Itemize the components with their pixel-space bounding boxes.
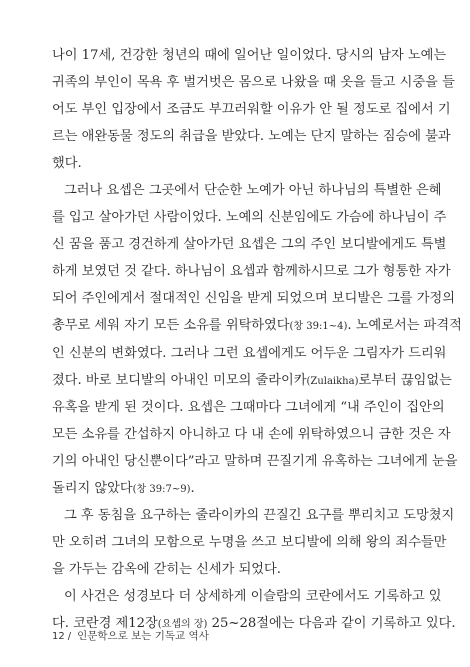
footer-separator: / [67, 631, 72, 642]
line-text: 다. 코란경 제12장 [52, 615, 158, 631]
text-line: 그 후 동침을 요구하는 줄라이카의 끈질긴 요구를 뿌리치고 도망쳤지 [64, 507, 455, 523]
line-text: 돌리지 않았다 [52, 480, 133, 496]
text-line: 기의 아내인 당신뿐이다”라고 말하며 끈질기게 유혹하는 그녀에게 눈을 [52, 453, 458, 469]
text-line: 모든 소유를 간섭하지 아니하고 다 내 손에 위탁하였으니 금한 것은 자 [52, 426, 451, 442]
text-line [52, 367, 452, 394]
text-line: 했다. [52, 156, 82, 172]
text-line: 을 가두는 감옥에 갇히는 신세가 되었다. [52, 561, 281, 577]
scripture-reference: (창 39:1~4) [289, 321, 348, 333]
text-line: 어도 부인 입장에서 조금도 부끄러워할 이유가 안 될 정도로 집에서 기 [52, 102, 451, 118]
line-text: 로부터 끊임없는 [358, 372, 452, 388]
scripture-reference: (창 39:7~9) [132, 483, 191, 495]
page-number: 12 [52, 631, 65, 642]
line-text: 총무로 세워 자기 모든 소유를 위탁하였다 [52, 318, 290, 334]
text-line [52, 312, 462, 339]
text-line: 하게 보였던 것 같다. 하나님이 요셉과 함께하시므로 그가 형통한 자가 [52, 264, 451, 280]
text-line: 만 오히려 그녀의 모함으로 누명을 쓰고 보디발에 의해 왕의 죄수들만 [52, 534, 447, 550]
foreign-name: (Zulaikha) [306, 375, 359, 387]
text-line: 신 꿈을 품고 경건하게 살아가던 요셉은 그의 주인 보디발에게도 특별 [52, 237, 447, 253]
text-line: 나이 17세, 건강한 청년의 때에 일어난 일이었다. 당시의 남자 노예는 [52, 48, 447, 63]
book-title: 인문학으로 보는 기독교 역사 [77, 630, 209, 642]
text-line: 인 신분의 변화였다. 그러나 그런 요셉에게도 어두운 그림자가 드리워 [52, 345, 447, 361]
text-line: 를 입고 살아가던 사람이었다. 노예의 신분임에도 가슴에 하나님이 주 [52, 210, 447, 226]
text-line: 르는 애완동물 정도의 취급을 받았다. 노예는 단지 말하는 짐승에 불과 [52, 129, 451, 145]
text-line [52, 475, 424, 502]
text-line: 유혹을 받게 된 것이다. 요셉은 그때마다 그녀에게 “내 주인이 집안의 [52, 399, 445, 415]
line-text: . 노예로서는 파격적 [347, 318, 462, 334]
body-text [52, 42, 462, 637]
text-line: 이 사건은 성경보다 더 상세하게 이슬람의 코란에서도 기록하고 있 [64, 588, 442, 604]
chapter-note: (요셉의 장) [157, 618, 208, 630]
text-line: 되어 주인에게서 절대적인 신임을 받게 되었으며 보디발은 그를 가정의 [52, 291, 455, 307]
text-line: 그러나 요셉은 그곳에서 단순한 노예가 아닌 하나님의 특별한 은혜 [64, 183, 442, 199]
line-text: 25~28절에는 다음과 같이 기록하고 있다. [207, 615, 456, 631]
text-line: 귀족의 부인이 목욕 후 벌거벗은 몸으로 나왔을 때 옷을 들고 시중을 들 [52, 75, 455, 91]
line-text: . [190, 480, 195, 496]
line-text: 졌다. 바로 보디발의 아내인 미모의 줄라이카 [52, 372, 307, 388]
page-footer [52, 628, 209, 643]
